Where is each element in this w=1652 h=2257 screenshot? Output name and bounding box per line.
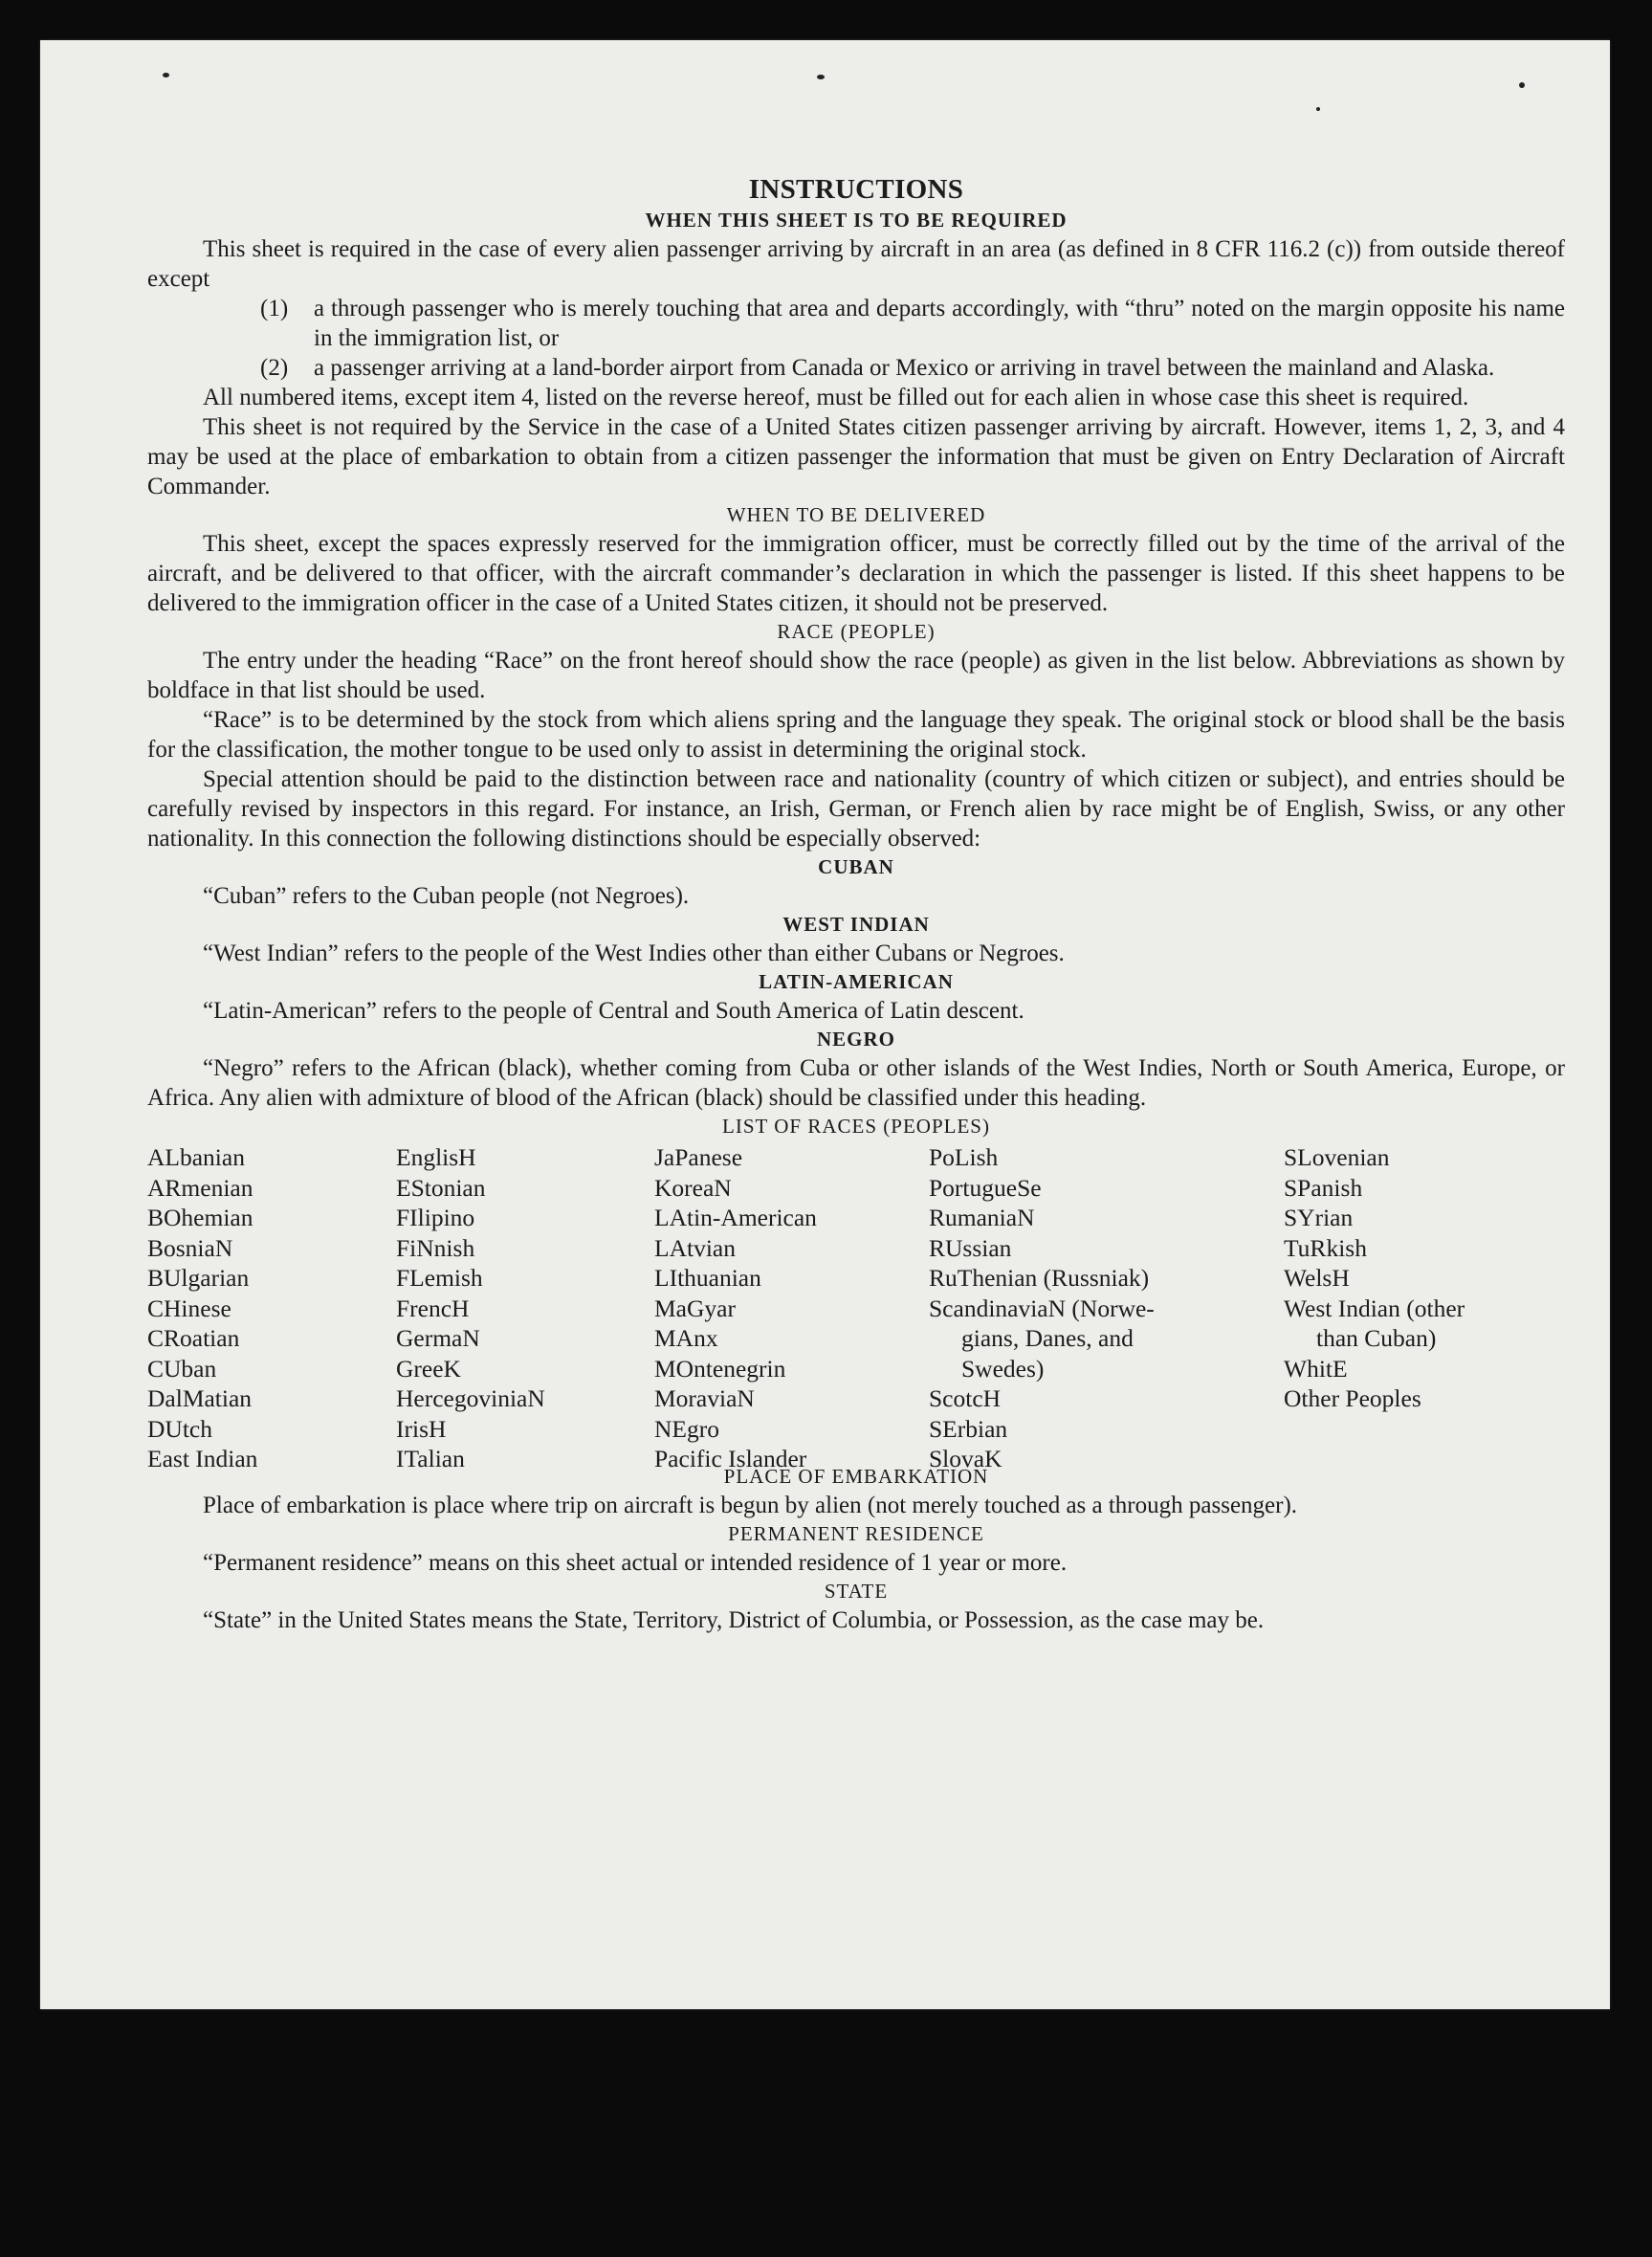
definition-cuban: “Cuban” refers to the Cuban people (not Negroes).	[203, 883, 690, 909]
race-item: PoLish	[929, 1143, 999, 1171]
races-column-2	[396, 1142, 545, 1474]
paragraph: This sheet is not required by the Service in the case of a United States citizen passenger arriving by aircraft. However, items 1, 2, 3, and 4 may be used at the place of embarkation to obtain from a citizen passenger the information that must be given on Entry Declaration of Aircraft Commander.	[147, 414, 1565, 499]
race-item: FLemish	[396, 1264, 483, 1292]
race-item: BUlgarian	[147, 1264, 250, 1292]
item-number: (1)	[260, 296, 289, 321]
race-item: DUtch	[147, 1414, 212, 1443]
race-item: SLovenian	[1284, 1143, 1390, 1171]
race-item: IrisH	[396, 1414, 447, 1443]
race-item: GreeK	[396, 1354, 461, 1383]
heading-when-delivered: WHEN TO BE DELIVERED	[726, 503, 986, 526]
races-list	[147, 1142, 1565, 1472]
paragraph: The entry under the heading “Race” on the front hereof should show the race (people) as given in the list below. Abbreviations as shown by boldface in that list should be used.	[147, 648, 1565, 703]
race-item: PortugueSe	[929, 1173, 1042, 1202]
heading-state: STATE	[824, 1580, 889, 1603]
race-item: FiNnish	[396, 1233, 475, 1262]
item-number: (2)	[260, 355, 289, 381]
race-item-continued: than Cuban)	[1316, 1324, 1437, 1352]
exception-item-2	[147, 353, 1565, 383]
race-item: Other Peoples	[1284, 1384, 1421, 1412]
race-item: MaGyar	[654, 1294, 736, 1322]
definition-west-indian: “West Indian” refers to the people of the West Indies other than either Cubans or Negroes.	[203, 940, 1065, 966]
race-item: ITalian	[396, 1445, 465, 1472]
paragraph: “Race” is to be determined by the stock from which aliens spring and the language they speak. The original stock or blood shall be the basis for the classification, the mother tongue to be used only to assist in determining the original stock.	[147, 707, 1565, 763]
race-item: EnglisH	[396, 1143, 476, 1171]
definition-state: “State” in the United States means the State, Territory, District of Columbia, or Possession, as the case may be.	[203, 1607, 1265, 1633]
definition-embarkation: Place of embarkation is place where trip on aircraft is begun by alien (not merely touched as a through passenger).	[203, 1493, 1298, 1518]
race-item: GermaN	[396, 1324, 480, 1352]
heading-latin-american: LATIN-AMERICAN	[759, 970, 954, 993]
race-item: JaPanese	[654, 1143, 743, 1171]
races-column-5	[1284, 1142, 1565, 1414]
paper-speck	[163, 73, 169, 77]
race-item: CRoatian	[147, 1324, 240, 1352]
heading-race: RACE (PEOPLE)	[777, 620, 936, 643]
race-item: SErbian	[929, 1414, 1008, 1443]
heading-west-indian: WEST INDIAN	[782, 913, 930, 936]
race-item: FrencH	[396, 1294, 470, 1322]
exception-item-1	[147, 294, 1565, 353]
race-item: CHinese	[147, 1294, 231, 1322]
race-item-continued: gians, Danes, and	[961, 1324, 1134, 1352]
race-item: CUban	[147, 1354, 217, 1383]
heading-list-of-races: LIST OF RACES (PEOPLES)	[722, 1115, 990, 1138]
race-item: ARmenian	[147, 1173, 253, 1202]
document-page	[40, 40, 1610, 2009]
race-item: BosniaN	[147, 1233, 233, 1262]
race-item: EStonian	[396, 1173, 486, 1202]
race-item: MoraviaN	[654, 1384, 755, 1412]
race-item: WelsH	[1284, 1264, 1350, 1292]
heading-when-required: WHEN THIS SHEET IS TO BE REQUIRED	[645, 209, 1068, 232]
heading-permanent-residence: PERMANENT RESIDENCE	[728, 1522, 984, 1545]
race-item: RuThenian (Russniak)	[929, 1264, 1150, 1292]
definition-negro: “Negro” refers to the African (black), whether coming from Cuba or other islands of the West Indies, North or South America, Europe, or Africa. Any alien with admixture of blood of the African (black) should be classified under this heading.	[147, 1055, 1565, 1111]
race-item: SPanish	[1284, 1173, 1363, 1202]
paper-speck	[1519, 82, 1525, 88]
race-item: RUssian	[929, 1233, 1012, 1262]
item-text: a through passenger who is merely touching that area and departs accordingly, with “thru” noted on the margin opposite his name in the immigration list, or	[314, 296, 1565, 351]
races-column-1	[147, 1142, 257, 1474]
instructions-content	[147, 136, 1565, 1635]
race-item: SlovaK	[929, 1445, 1002, 1472]
race-item: SYrian	[1284, 1204, 1354, 1231]
race-item: West Indian (other	[1284, 1294, 1465, 1322]
heading-negro: NEGRO	[816, 1028, 895, 1051]
heading-cuban: CUBAN	[818, 855, 894, 878]
paragraph: This sheet is required in the case of every alien passenger arriving by aircraft in an area (as defined in 8 CFR 116.2 (c)) from outside thereof except	[147, 236, 1565, 292]
race-item: MAnx	[654, 1324, 718, 1352]
paper-speck	[817, 75, 825, 79]
race-item: TuRkish	[1284, 1233, 1367, 1262]
paragraph: Special attention should be paid to the distinction between race and nationality (country of which citizen or subject), and entries should be carefully revised by inspectors in this regard. For instance, an Irish, German, or French alien by race might be of English, Swiss, or any other nationality. In this connection the following distinctions should be especially observed:	[147, 766, 1565, 852]
race-item: RumaniaN	[929, 1204, 1035, 1231]
definition-permanent-residence: “Permanent residence” means on this sheet actual or intended residence of 1 year or more.	[203, 1550, 1068, 1576]
races-column-4	[929, 1142, 1216, 1474]
race-item: NEgro	[654, 1414, 719, 1443]
page-title: INSTRUCTIONS	[748, 174, 964, 205]
race-item: BOhemian	[147, 1204, 253, 1231]
race-item: KoreaN	[654, 1173, 732, 1202]
race-item: Pacific Islander	[654, 1445, 807, 1472]
race-item: LIthuanian	[654, 1264, 761, 1292]
race-item: East Indian	[147, 1445, 258, 1472]
race-item: ScotcH	[929, 1384, 1002, 1412]
race-item-continued: Swedes)	[961, 1354, 1045, 1383]
heading-embarkation: PLACE OF EMBARKATION	[723, 1465, 989, 1488]
race-item: FIlipino	[396, 1204, 475, 1231]
race-item: ALbanian	[147, 1143, 245, 1171]
race-item: LAtvian	[654, 1233, 736, 1262]
race-item: DalMatian	[147, 1384, 253, 1412]
race-item: LAtin-American	[654, 1204, 817, 1231]
races-column-3	[654, 1142, 817, 1474]
definition-latin-american: “Latin-American” refers to the people of Central and South America of Latin descent.	[203, 998, 1024, 1024]
item-text: a passenger arriving at a land-border airport from Canada or Mexico or arriving in travel between the mainland and Alaska.	[314, 355, 1495, 381]
paragraph: This sheet, except the spaces expressly reserved for the immigration officer, must be correctly filled out by the time of the arrival of the aircraft, and be delivered to that officer, with the aircraft commander’s declaration in which the passenger is listed. If this sheet happens to be delivered to the immigration officer in the case of a United States citizen, it should not be preserved.	[147, 531, 1565, 616]
race-item: ScandinaviaN (Norwe-	[929, 1294, 1155, 1322]
race-item: MOntenegrin	[654, 1354, 786, 1383]
paper-speck	[1316, 107, 1320, 111]
race-item: HercegoviniaN	[396, 1384, 545, 1412]
paragraph: All numbered items, except item 4, listed on the reverse hereof, must be filled out for each alien in whose case this sheet is required.	[203, 385, 1469, 410]
race-item: WhitE	[1284, 1354, 1348, 1383]
